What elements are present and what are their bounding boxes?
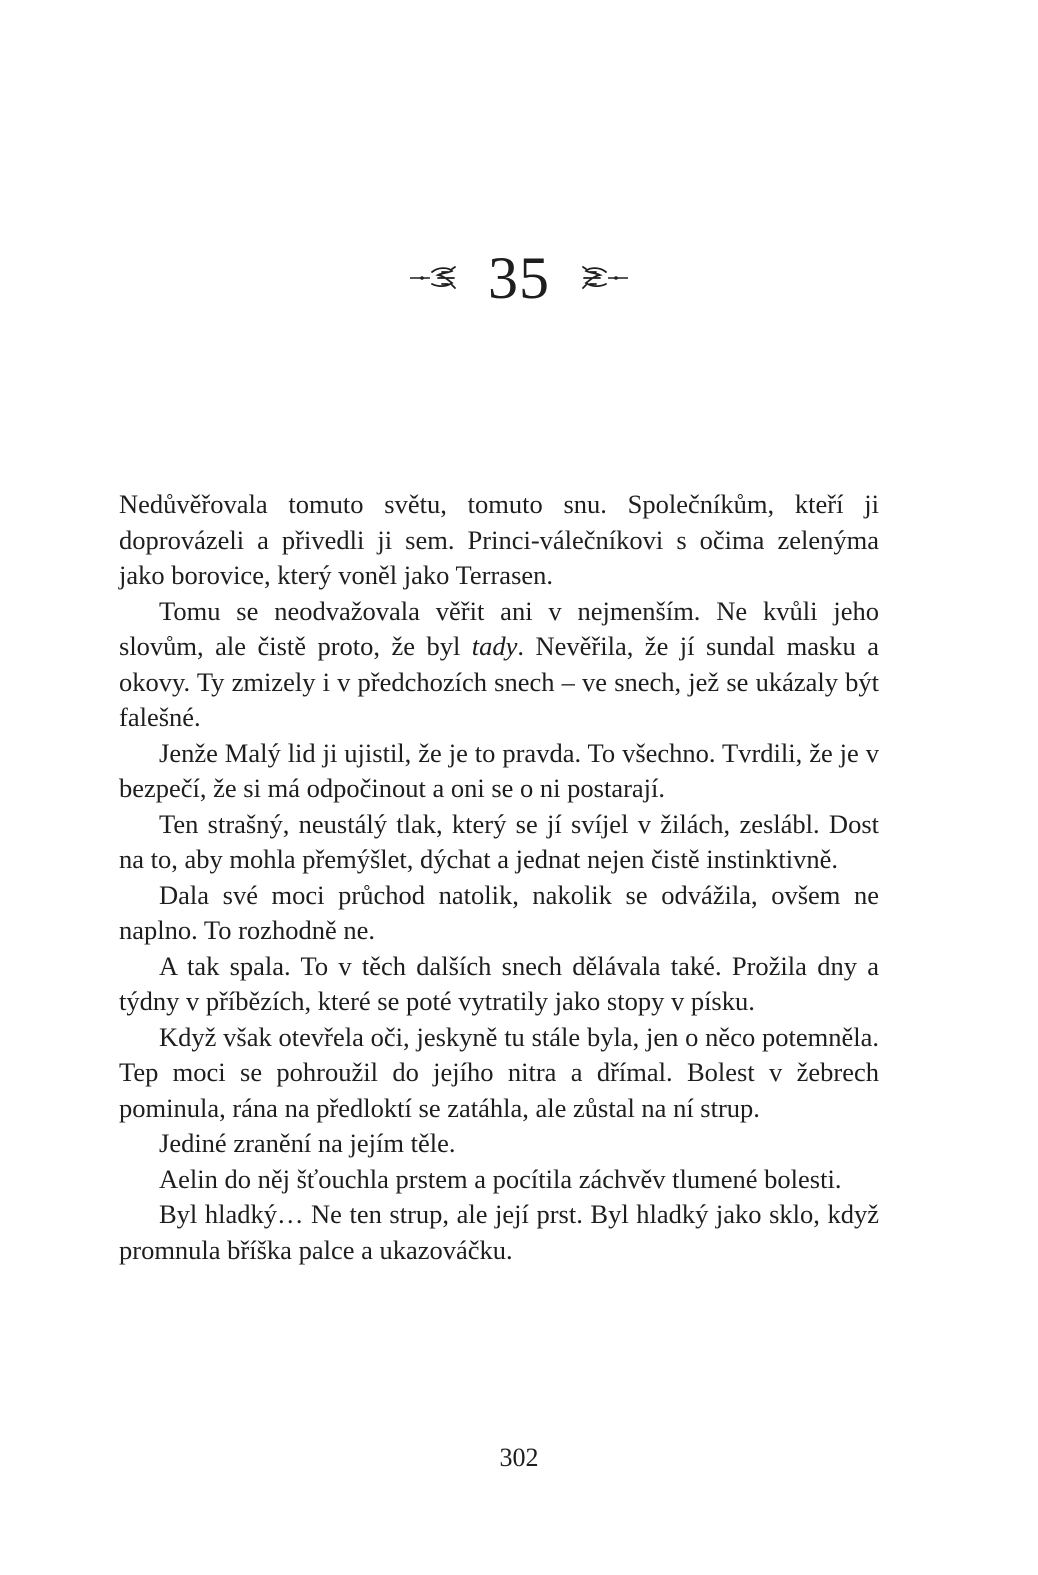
body-text — [119, 487, 879, 1268]
page-number: 302 — [499, 1443, 539, 1472]
text-run: Jediné zranění na jejím těle. — [159, 1128, 456, 1158]
chapter-number: 35 — [488, 245, 550, 311]
paragraph — [119, 594, 879, 736]
text-run: Když však otevřela oči, jeskyně tu stále byla, jen o něco potemněla. Tep moci se pohroužil do jejího nitra a dřímal. Bolest v žebrech pominula, rána na předloktí se zatáhla, ale zůstal na ní strup. — [119, 1021, 879, 1123]
paragraph — [119, 736, 879, 807]
ornament-left-icon — [408, 263, 470, 293]
text-run: Dala své moci průchod natolik, nakolik se odvážila, ovšem ne naplno. To rozhodně ne. — [119, 879, 879, 945]
text-run: A tak spala. To v těch dalších snech dělávala také. Prožila dny a týdny v příbězích, které se poté vytratily jako stopy v písku. — [119, 950, 879, 1016]
paragraph — [119, 807, 879, 878]
paragraph — [119, 1197, 879, 1268]
text-run: Jenže Malý lid ji ujistil, že je to pravda. To všechno. Tvrdili, že je v bezpečí, že si má odpočinout a oni se o ni postarají. — [119, 737, 879, 803]
chapter-heading — [0, 243, 1038, 313]
italic-text: tady — [471, 631, 518, 661]
paragraph — [119, 1162, 879, 1198]
text-run: Aelin do něj šťouchla prstem a pocítila záchvěv tlumené bolesti. — [159, 1163, 842, 1194]
paragraph — [119, 1020, 879, 1127]
text-run: Nedůvěřovala tomuto světu, tomuto snu. Společníkům, kteří ji doprovázeli a přivedli ji sem. Princi-válečníkovi s očima zelenýma jako borovice, který voněl jako Terrasen. — [119, 489, 879, 590]
text-run: Ten strašný, neustálý tlak, který se jí svíjel v žilách, zeslábl. Dost na to, aby mohla přemýšlet, dýchat a jednat nejen čistě instinktivně. — [119, 808, 879, 874]
paragraph — [119, 878, 879, 949]
text-run: Tomu se neodvažovala věřit ani v nejmenším. Ne kvůli jeho slovům, ale čistě proto, že byl — [119, 595, 879, 661]
text-run: . Nevěřila, že jí sundal masku a okovy. Ty zmizely i v předchozích snech – ve snech, jež se ukázaly být falešné. — [119, 631, 880, 732]
text-run: Byl hladký… Ne ten strup, ale její prst. Byl hladký jako sklo, když promnula bříška palce a ukazováčku. — [119, 1199, 879, 1265]
paragraph — [119, 949, 879, 1020]
paragraph — [119, 1126, 879, 1162]
ornament-right-icon — [568, 263, 630, 293]
paragraph — [119, 487, 879, 594]
